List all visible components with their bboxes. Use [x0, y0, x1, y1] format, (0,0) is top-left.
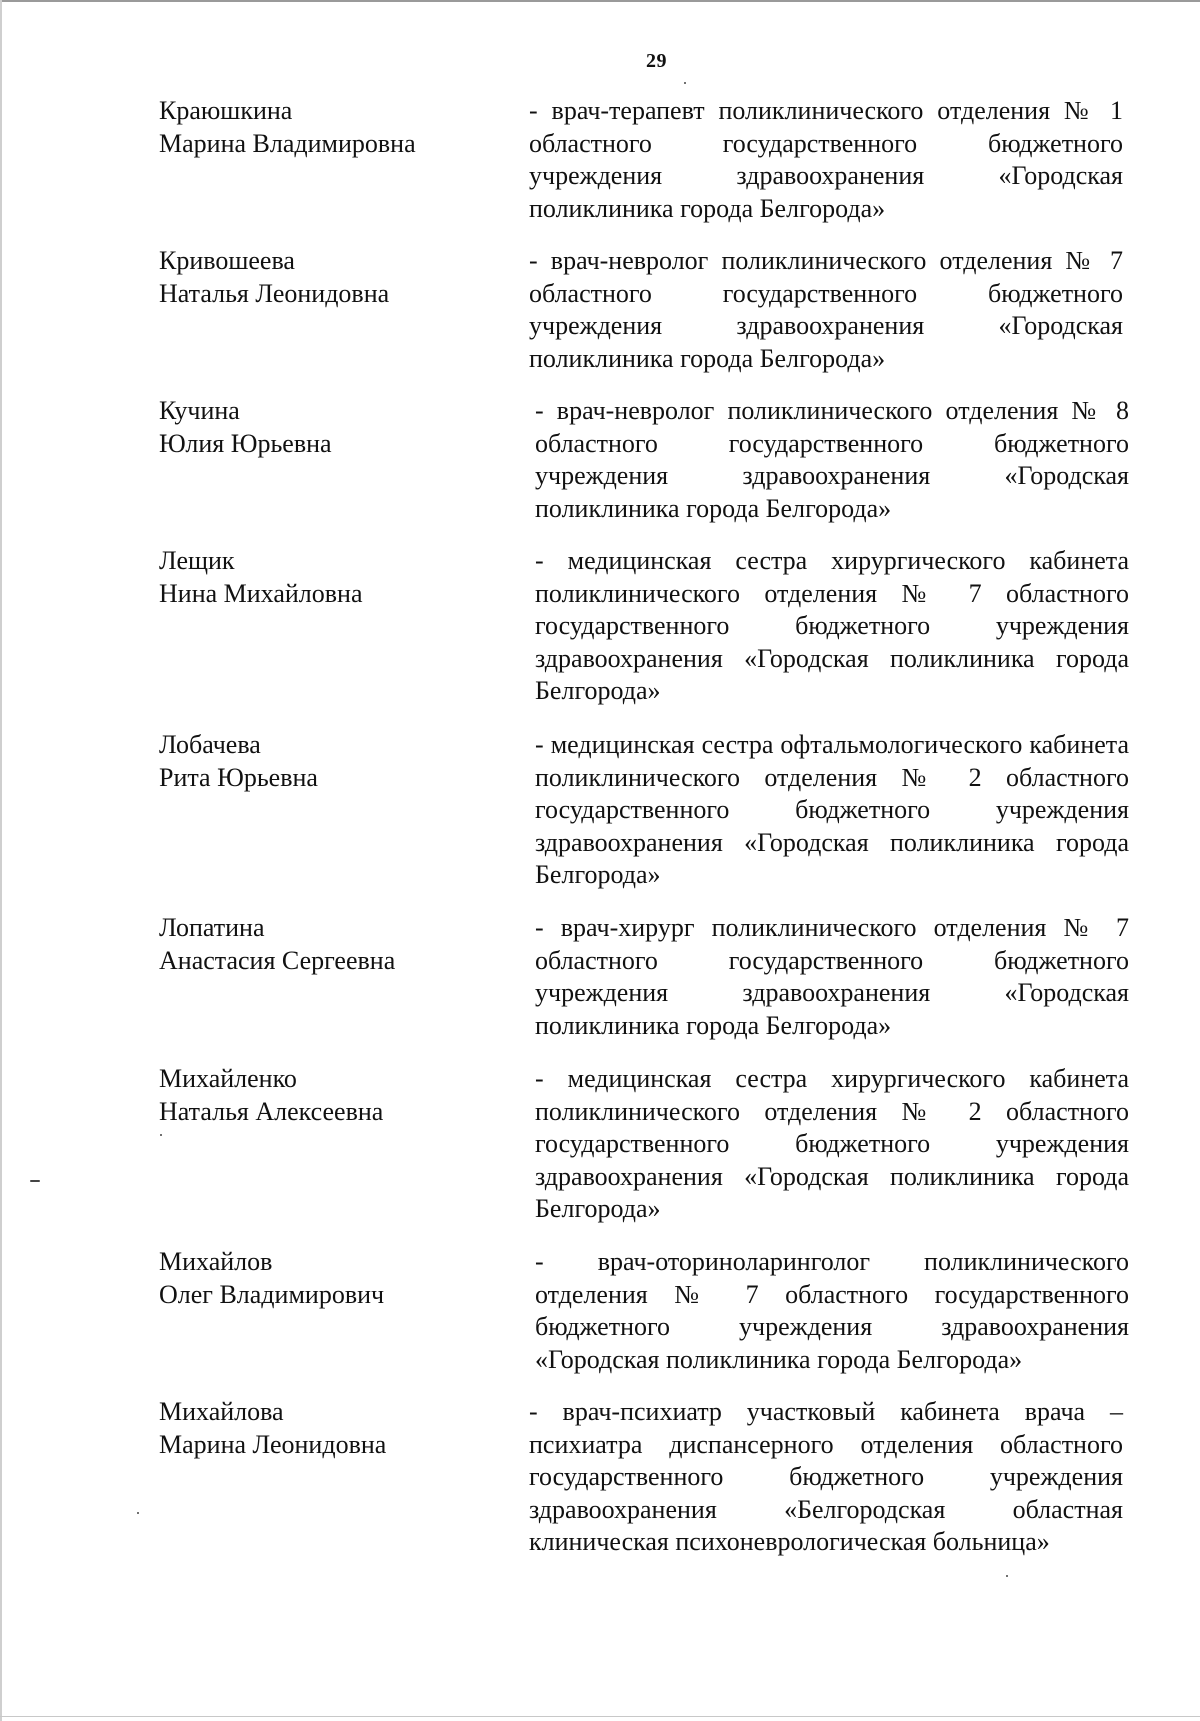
list-entry: [159, 1063, 1129, 1226]
scan-speck: [1006, 1575, 1008, 1577]
surname: Краюшкина: [159, 96, 293, 125]
list-entry: [159, 545, 1129, 708]
scan-left-edge: [0, 0, 2, 1721]
scan-speck: [684, 82, 686, 84]
surname: Лобачева: [159, 730, 261, 759]
surname: Михайлова: [159, 1397, 284, 1426]
given-names: Марина Владимировна: [159, 128, 416, 158]
given-names: Рита Юрьевна: [159, 762, 318, 792]
scan-speck: [160, 1134, 162, 1136]
person-name: [159, 729, 529, 892]
position-description: - врач-оториноларинголог поликлинического отделения № 7 областного государственного бюджетного учреждения здравоохранения «Городская поликлиника города Белгорода»: [535, 1247, 1129, 1374]
list-entry: [159, 912, 1129, 1042]
position-description: - врач-хирург поликлинического отделения № 7 областного государственного бюджетного учреждения здравоохранения «Городская поликлиника города Белгорода»: [535, 913, 1129, 1040]
given-names: Юлия Юрьевна: [159, 428, 332, 458]
given-names: Нина Михайловна: [159, 578, 363, 608]
list-entry: [159, 245, 1123, 375]
list-entry: [159, 1396, 1123, 1559]
position-description: - медицинская сестра хирургического кабинета поликлинического отделения № 2 областного государственного бюджетного учреждения здравоохранения «Городская поликлиника города Белгорода»: [535, 1064, 1129, 1223]
scan-bottom-edge: [0, 1716, 1200, 1717]
list-entry: [159, 1246, 1129, 1376]
person-name: [159, 1396, 529, 1559]
surname: Кривошеева: [159, 246, 295, 275]
given-names: Наталья Леонидовна: [159, 278, 390, 308]
person-name: [159, 1063, 529, 1226]
surname: Михайленко: [159, 1064, 297, 1093]
given-names: Олег Владимирович: [159, 1279, 385, 1309]
surname: Кучина: [159, 396, 240, 425]
position-description: - врач-невролог поликлинического отделения № 8 областного государственного бюджетного учреждения здравоохранения «Городская поликлиника города Белгорода»: [535, 396, 1129, 523]
scan-top-edge: [0, 0, 1200, 2]
list-entry: [159, 395, 1129, 525]
position-description: - врач-невролог поликлинического отделения № 7 областного государственного бюджетного учреждения здравоохранения «Городская поликлиника города Белгорода»: [529, 246, 1123, 373]
position-description: - медицинская сестра хирургического кабинета поликлинического отделения № 7 областного государственного бюджетного учреждения здравоохранения «Городская поликлиника города Белгорода»: [535, 546, 1129, 705]
person-name: [159, 545, 529, 708]
person-name: [159, 245, 529, 375]
position-description: - врач-психиатр участковый кабинета врача – психиатра диспансерного отделения областного государственного бюджетного учреждения здравоохранения «Белгородская областная клиническая психоневрологическая больница»: [529, 1397, 1123, 1556]
person-name: [159, 912, 529, 1042]
surname: Михайлов: [159, 1247, 273, 1276]
position-description: - врач-терапевт поликлинического отделения № 1 областного государственного бюджетного учреждения здравоохранения «Городская поликлиника города Белгорода»: [529, 96, 1123, 223]
given-names: Марина Леонидовна: [159, 1429, 387, 1459]
list-entry: [159, 729, 1129, 892]
person-name: [159, 1246, 529, 1376]
surname: Лещик: [159, 546, 235, 575]
page-number: 29: [646, 50, 667, 72]
scan-speck: [30, 1180, 40, 1182]
surname: Лопатина: [159, 913, 265, 942]
person-name: [159, 95, 529, 225]
list-entry: [159, 95, 1123, 225]
position-description: - медицинская сестра офтальмологического кабинета поликлинического отделения № 2 областного государственного бюджетного учреждения здравоохранения «Городская поликлиника города Белгорода»: [535, 730, 1129, 889]
person-name: [159, 395, 529, 525]
given-names: Наталья Алексеевна: [159, 1096, 384, 1126]
scan-speck: [137, 1512, 139, 1514]
given-names: Анастасия Сергеевна: [159, 945, 396, 975]
